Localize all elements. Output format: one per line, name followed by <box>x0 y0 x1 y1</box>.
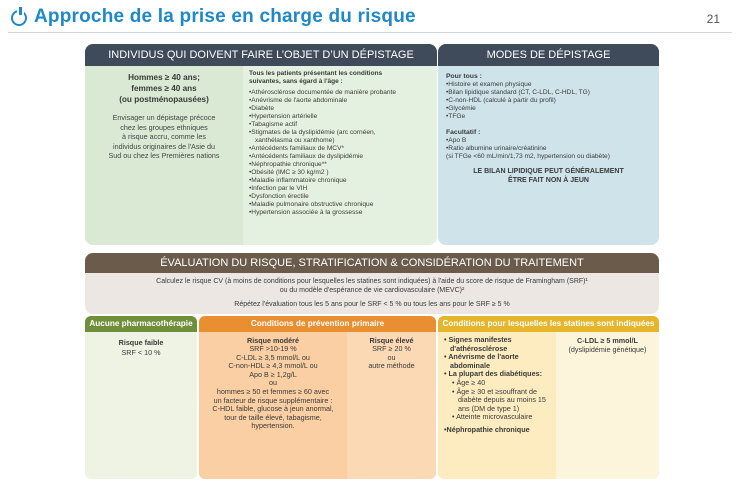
early-screening-note: Envisager un dépistage précoce chez les groupes ethniques à risque accru, comme les individus originaires de l'Asie du Sud ou chez les Premières nations <box>108 113 220 160</box>
list-item: •Néphropathie chronique <box>444 424 530 434</box>
primary-prevention-column <box>199 316 436 479</box>
page-number: 21 <box>706 12 720 26</box>
evaluation-title: ÉVALUATION DU RISQUE, STRATIFICATION & CONSIDÉRATION DU TRAITEMENT <box>85 253 659 273</box>
list-item: •Maladie inflammatoire chronique <box>249 177 347 184</box>
list-item: •Stigmates de la dyslipidémie (arc cornéen, <box>249 129 376 136</box>
list-item: ans (DM de type 1) <box>458 403 520 413</box>
list-item: •Athérosclérose documentée de manière probante <box>249 89 397 96</box>
moderate-risk-box: Risque modéré SRF >10-19 % C-LDL ≥ 3,5 mmol/L ou C-non-HDL ≥ 4,3 mmol/L ou Apo B ≥ 1,2g/L ou hommes ≥ 50 et femmes ≥ 60 avec un facteur de risque supplémentaire : C-HDL faible, glucose à jeun anormal, tour de taille élevé, tabagisme, hypertension. <box>199 332 347 479</box>
slide-header <box>0 0 740 38</box>
list-item: diabète depuis au moins 15 <box>458 395 546 405</box>
ldl-note: (dyslipidémie génétique) <box>568 345 647 354</box>
screening-population <box>85 66 243 245</box>
population-line: Hommes ≥ 40 ans; <box>128 73 200 82</box>
fasting-note: LE BILAN LIPIDIQUE PEUT GÉNÉRALEMENT ÊTRE FAIT NON À JEUN <box>473 168 624 184</box>
list-item: (si TFGe <60 mL/min/1,73 m2, hypertension ou diabète) <box>446 153 610 160</box>
primary-title: Conditions de prévention primaire <box>199 316 436 332</box>
evaluation-line: ou du modèle d'espérance de vie cardiovasculaire (MEVC)² <box>279 287 465 294</box>
list-item: • Signes manifestes <box>444 335 512 344</box>
modes-optional-label: Facultatif : <box>446 129 481 136</box>
modes-all-list <box>446 81 651 121</box>
list-item: • Âge ≥ 30 et ≥souffrant de <box>452 386 537 396</box>
list-item: •Bilan lipidique standard (CT, C-LDL, C-HDL, TG) <box>446 89 591 96</box>
high-risk-box: Risque élevé SRF ≥ 20 % ou autre méthode <box>347 332 436 479</box>
conditions-list <box>249 89 431 217</box>
list-item: •Obésité (IMC ≥ 30 kg/m2 ) <box>249 169 329 176</box>
list-item: • La plupart des diabétiques: <box>444 369 542 379</box>
list-item: • Atteinte microvasculaire <box>452 412 533 422</box>
ldl-label: C-LDL ≥ 5 mmol/L <box>577 336 638 345</box>
list-item: •Infection par le VIH <box>249 185 308 192</box>
modes-optional-list <box>446 137 651 161</box>
low-risk-label: Risque faible <box>118 338 164 347</box>
modes-title: MODES DE DÉPISTAGE <box>438 44 659 66</box>
conditions-intro: Tous les patients présentant les conditions suivantes, sans égard à l'âge : <box>249 70 383 85</box>
list-item: •Maladie pulmonaire obstructive chronique <box>249 201 374 208</box>
page-title: Approche de la prise en charge du risque <box>34 6 416 27</box>
screening-panel <box>85 44 437 245</box>
no-pharma-title: Aucune pharmacothérapie <box>85 316 197 332</box>
list-item: •Antécédents familiaux de MCV* <box>249 145 345 152</box>
population-line: (ou postménopausées) <box>119 95 209 104</box>
list-item: xanthélasma ou xanthome) <box>255 137 335 144</box>
list-item: •TFGe <box>446 113 466 120</box>
moderate-risk-label: Risque modéré <box>247 336 299 345</box>
ldl-box <box>556 332 659 479</box>
list-item: •Glycémie <box>446 105 476 112</box>
list-item: d'athérosclérose <box>450 343 508 353</box>
list-item: •Dysfonction érectile <box>249 193 309 200</box>
list-item: •Diabète <box>249 105 275 112</box>
evaluation-line: Calculez le risque CV (à moins de conditions pour lesquelles les statines sont indiquées) à l'aide du score de risque de Framingham (SRF)¹ <box>156 278 588 285</box>
evaluation-line: Répétez l'évaluation tous les 5 ans pour le SRF < 5 % ou tous les ans pour le SRF ≥ 5 % <box>234 301 510 308</box>
list-item: •Hypertension artérielle <box>249 113 318 120</box>
screening-conditions <box>243 66 437 245</box>
no-pharma-column <box>85 316 197 479</box>
list-item: •Ratio albumine urinaire/créatinine <box>446 145 547 152</box>
list-item: •Néphropathie chronique** <box>249 161 327 168</box>
list-item: •C-non-HDL (calculé à partir du profil) <box>446 97 556 104</box>
list-item: •Tabagisme actif <box>249 121 298 128</box>
list-item: •Hypertension associée à la grossesse <box>249 209 363 216</box>
screening-title: INDIVIDUS QUI DOIVENT FAIRE L’OBJET D’UN DÉPISTAGE <box>85 44 437 66</box>
list-item: •Apo B <box>446 137 467 144</box>
list-item: •Histoire et examen physique <box>446 81 532 88</box>
list-item: • Âge ≥ 40 <box>452 377 486 387</box>
modes-panel <box>438 44 659 245</box>
high-risk-label: Risque élevé <box>369 336 414 345</box>
statin-conditions <box>438 332 556 479</box>
evaluation-panel <box>85 253 659 314</box>
header-divider <box>8 32 732 33</box>
list-item: abdominale <box>450 360 490 370</box>
statin-column <box>438 316 659 479</box>
list-item: • Anévrisme de l'aorte <box>444 352 519 362</box>
power-icon <box>11 10 27 26</box>
population-line: femmes ≥ 40 ans <box>131 84 197 93</box>
low-risk-value: SRF < 10 % <box>121 348 161 357</box>
list-item: •Anévrisme de l'aorte abdominale <box>249 97 348 104</box>
modes-body <box>438 66 659 191</box>
statin-title: Conditions pour lesquelles les statines sont indiquées <box>438 316 659 332</box>
modes-all-label: Pour tous : <box>446 73 482 80</box>
list-item: •Antécédents familiaux de dyslipidémie <box>249 153 364 160</box>
